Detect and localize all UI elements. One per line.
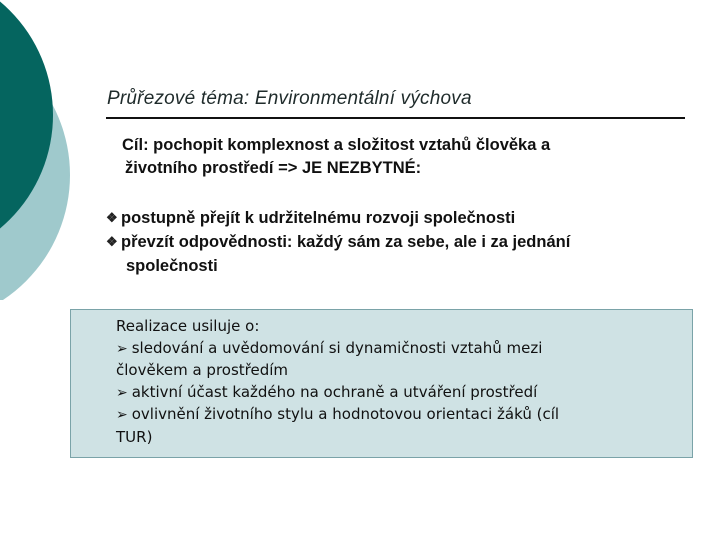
box-item-1-text: sledování a uvědomování si dynamičnosti vztahů mezi (131, 338, 543, 357)
goal-line-1: Cíl: pochopit komplexnost a složitost vztahů člověka a (122, 136, 551, 154)
box-item-3-continued: TUR) (116, 427, 153, 446)
diamond-bullet-icon: ❖ (106, 234, 118, 249)
box-item-1-continued: člověkem a prostředím (116, 361, 289, 380)
box-item-2-text: aktivní účast každého na ochraně a utváření prostředí (131, 382, 538, 401)
box-intro: Realizace usiluje o: (116, 317, 260, 335)
diamond-bullet-icon: ❖ (106, 210, 118, 225)
arrow-bullet-icon: ➢ (116, 340, 128, 357)
realization-box-text (116, 316, 559, 449)
slide-title: Průřezové téma: Environmentální výchova (107, 88, 472, 109)
bullet-text-2: převzít odpovědnosti: každý sám za sebe, ale i za jednání (121, 233, 571, 251)
bullet-text-1: postupně přejít k udržitelnému rozvoji společnosti (121, 209, 516, 227)
bullet-list (106, 206, 570, 278)
box-item-2 (116, 382, 559, 405)
title-divider (106, 117, 685, 119)
bullet-item-2 (106, 230, 570, 254)
bullet-text-2-continued: společnosti (126, 257, 218, 275)
arrow-bullet-icon: ➢ (116, 407, 128, 424)
goal-statement (122, 134, 550, 180)
box-item-1 (116, 338, 559, 361)
decorative-circles (0, 0, 120, 300)
goal-line-2: životního prostředí => JE NEZBYTNÉ: (125, 159, 422, 177)
bullet-item-1 (106, 206, 570, 230)
box-item-3 (116, 404, 559, 427)
arrow-bullet-icon: ➢ (116, 384, 128, 401)
box-item-3-text: ovlivnění životního stylu a hodnotovou orientaci žáků (cíl (131, 405, 560, 424)
realization-box (70, 309, 693, 458)
